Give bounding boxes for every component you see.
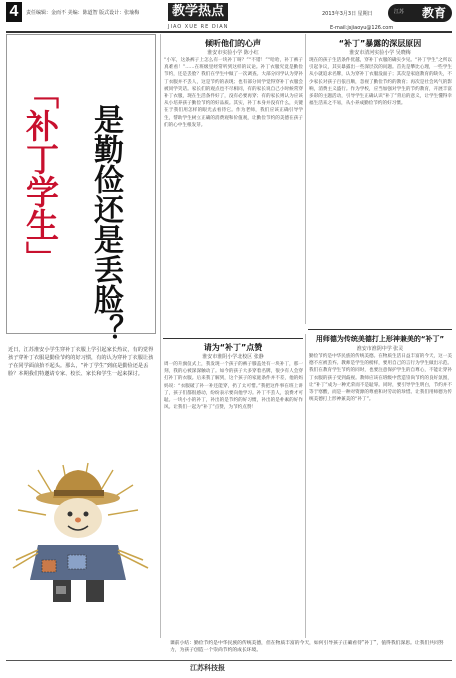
article-rule bbox=[308, 329, 452, 330]
page-number: 4 bbox=[6, 2, 22, 22]
article-byline: 淮安市淮阴小学北校区 张静 bbox=[202, 354, 264, 360]
scarecrow-illustration bbox=[8, 460, 153, 605]
section-pinyin: JIAO XUE RE DIAN bbox=[168, 24, 229, 30]
editor-note: 课前小结：勤俭节约是中华民族的传统美德，但在物质丰富的今天，如何引导孩子正确看待“补丁”，值得我们深思。让我们共同努力，为孩子创造一个崇尚节约的成长环境。 bbox=[170, 641, 444, 653]
article-byline: 淮安市淮阴中学 张灵 bbox=[356, 346, 404, 352]
column-divider bbox=[305, 334, 306, 638]
footer-rule bbox=[6, 660, 452, 661]
headline-red: 「补丁学生」 bbox=[21, 76, 60, 274]
header-rule bbox=[6, 31, 452, 33]
issue-date: 2013年3月3日 星期日 bbox=[322, 11, 373, 17]
article-body: 周一的升旗仪式上，我发现一个孩子的裤子膝盖处有一块补丁，那一刻，我的心被深深触动了。如今的孩子大多穿着名牌，很少有人会穿打补丁的衣服。后来我了解到，这个孩子的家庭条件并不差，他的妈妈说：“衣服破了补一补还能穿，扔了太可惜。”我把这件事在班上讲了，孩子们都很感动，纷纷表示要向他学习。补丁不丢人，浪费才可耻。一块小小的补丁，补出的是节约的好习惯，补出的是朴素的好作风。让我们一起为“补丁”点赞，为节约点赞！ bbox=[164, 362, 303, 411]
article-body: “小军，这条裤子上怎么有一块补丁呀？”“不错！”“哈哈，补丁裤子真难看！”……在班级里经常听到这样的议论。补丁衣服究竟是勤俭节约，还是丢脸？我们在学生中做了一次调查。大部分同学认为穿补丁衣服并不丢人，这是节约的表现；也有部分同学觉得穿补丁衣服会被同学笑话。家长们的观点也不尽相同，有的家长说自己小时候常穿补丁衣服，现在生活条件好了，没有必要再穿；有的家长则认为应该从小培养孩子勤俭节约的好品质。其实，补丁本身并没有什么，关键在于我们用怎样的眼光去看待它。作为老师，我们应该正确引导学生，帮助学生树立正确的消费观和价值观，让勤俭节约的美德在孩子们的心中生根发芽。 bbox=[164, 58, 303, 128]
brand-prefix: 江苏 bbox=[394, 9, 405, 15]
article-byline: 淮安市清河实验小学 吴晓梅 bbox=[349, 50, 411, 56]
article-rule bbox=[163, 338, 303, 339]
brand-logo: 教育 bbox=[388, 4, 452, 22]
editor-credits: 责任编辑：金而不 美编：陈道智 版式设计：张瑜梅 bbox=[26, 10, 140, 16]
article-title: 倾听他们的心声 bbox=[205, 39, 261, 48]
contact-email[interactable]: E-mail:jsjiaoyu@126.com bbox=[330, 25, 394, 31]
column-divider bbox=[305, 34, 306, 324]
article-title: 请为“补丁”点赞 bbox=[203, 343, 263, 352]
article-body: 现在的孩子生活条件优越，穿补丁衣服的确实少见。“补丁学生”之所以引起争议，其实暴露出一些深层次的问题。首先是攀比心理，一些学生从小就追求名牌，认为穿补丁衣服没面子；其次是家庭教育的缺失，不少家长对孩子百依百顺，忽视了勤俭节约的教育；再次是社会风气的影响，消费主义盛行。作为学校，应当加强对学生的节约教育，开展丰富多彩的主题活动，引导学生正确认识“补丁”背后的意义，让学生懂得幸福生活来之不易，从小养成勤俭节约的好习惯。 bbox=[309, 58, 452, 107]
article-body: 勤俭节约是中华民族的传统美德。在物质生活日益丰富的今天，这一美德不应被丢弃。教师是学生的榜样，要用自己的言行为学生做出示范。我们在教育学生节约的同时，也要注意保护学生的自尊心，不能让穿补丁衣服的孩子受到歧视。教师应该在班级中营造崇尚节约的良好氛围，让“补丁”成为一种光荣而不是耻辱。同时，要引导学生明白，节约并不等于寒酸，而是一种对资源的尊重和对劳动的珍惜。让我们用师德为传统美德打上形神兼美的“补丁”。 bbox=[309, 354, 452, 403]
publication-name: 江苏科技报 bbox=[190, 664, 225, 672]
section-title: 教学热点 bbox=[168, 3, 228, 21]
column-divider bbox=[160, 34, 161, 638]
intro-text: 近日，江苏淮安小学生穿补丁衣服上学引起家长热议，有的觉得孩子穿补丁衣服是勤俭节约的好习惯，有的认为穿补丁衣服让孩子在同学面前抬不起头。那么，“补丁学生”到底是勤俭还是丢脸？本期我们特邀请专家、校长、家长和学生一起来探讨。 bbox=[8, 347, 154, 377]
headline-black: 是勤俭还是丢脸？ bbox=[88, 104, 123, 344]
article-title: “补丁”暴露的深层原因 bbox=[338, 39, 422, 48]
article-title: 用师德为传统美德打上形神兼美的“补丁” bbox=[315, 335, 445, 343]
article-byline: 淮安市实验小学 陈小红 bbox=[207, 50, 259, 56]
